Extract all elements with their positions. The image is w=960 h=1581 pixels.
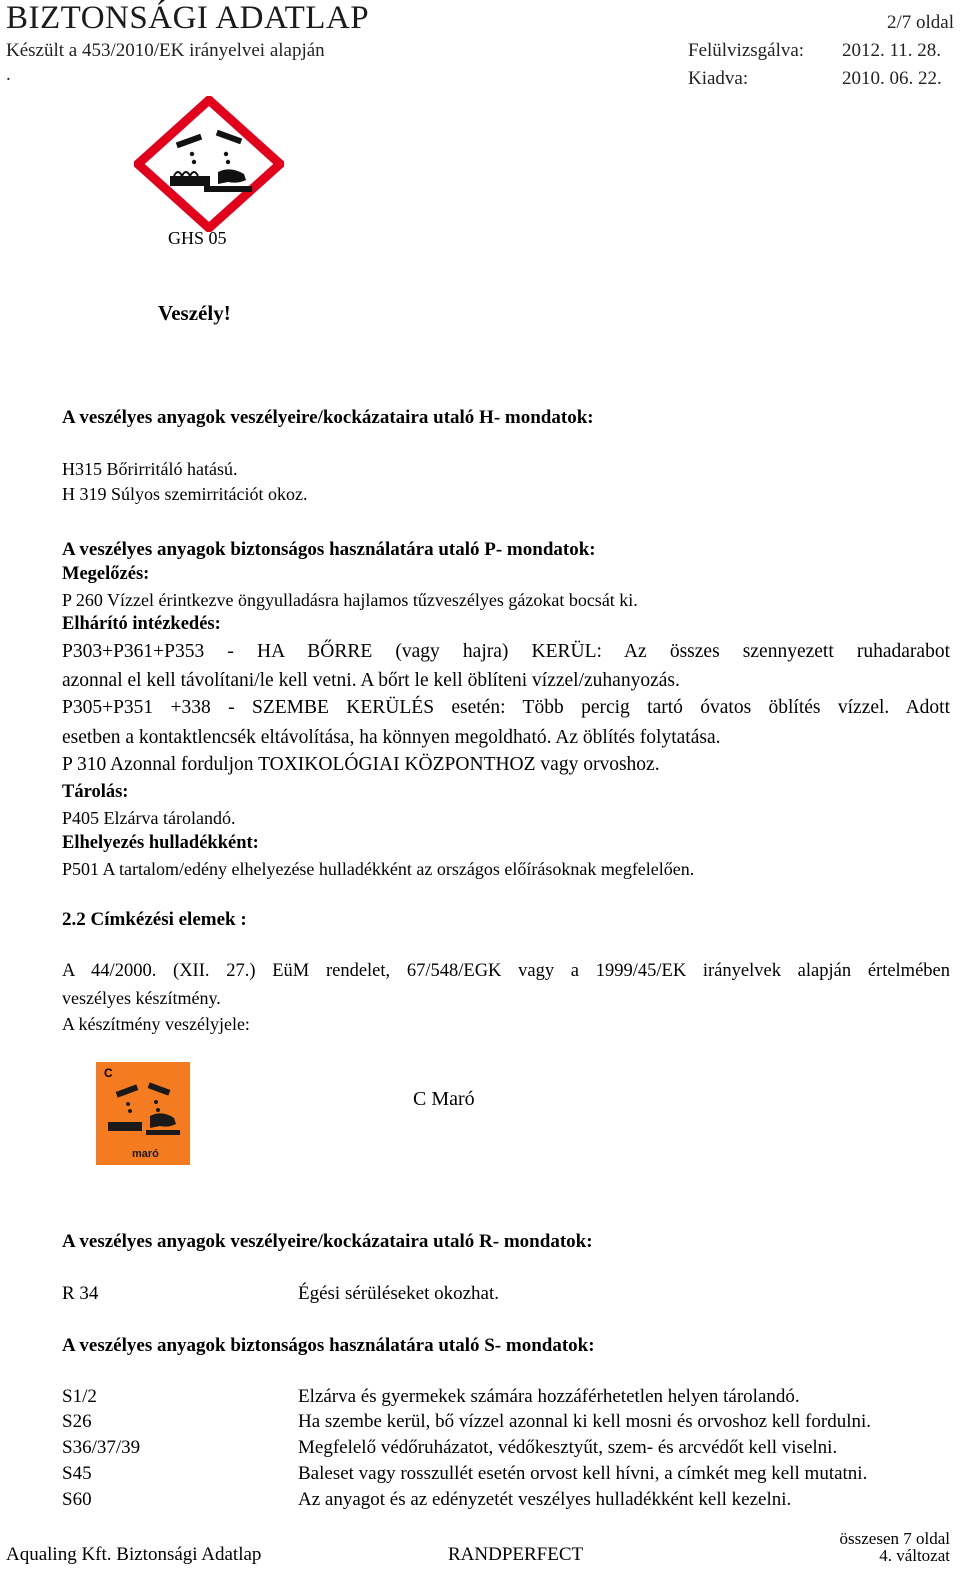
s-phrase-text: Az anyagot és az edényzetét veszélyes hulladékként kell kezelni. [298,1489,792,1510]
corrosive-orange-icon [96,1062,190,1165]
regulation-text-line: A 44/2000. (XII. 27.) EüM rendelet, 67/548/EGK vagy a 1999/45/EK irányelvek alapján értelmében [62,961,950,981]
storage-label: Tárolás: [62,782,129,802]
issued-label: Kiadva: [688,68,749,89]
h-statements-heading: A veszélyes anyagok veszélyeire/kockázataira utaló H- mondatok: [62,407,594,428]
prevention-text: P 260 Vízzel érintkezve öngyulladásra hajlamos tűzveszélyes gázokat bocsát ki. [62,590,638,610]
s-phrase-code: S1/2 [62,1386,97,1407]
document-title: BIZTONSÁGI ADATLAP [6,0,370,36]
symbol-intro: A készítmény veszélyjele: [62,1014,250,1034]
symbol-letter: C [104,1066,113,1080]
response-text-line: azonnal el kell távolítani/le kell vetni. A bőrt le kell öblíteni vízzel/zuhanyozás. [62,670,680,691]
h-statement: H 319 Súlyos szemirritációt okoz. [62,484,308,504]
storage-text: P405 Elzárva tárolandó. [62,808,236,828]
s-phrase-text: Elzárva és gyermekek számára hozzáférhetetlen helyen tárolandó. [298,1386,800,1407]
response-text-line: P303+P361+P353 - HA BŐRRE (vagy hajra) KERÜL: Az összes szennyezett ruhadarabot [62,641,950,662]
document-subtitle: Készült a 453/2010/EK irányelvei alapján [6,40,325,61]
page-number: 2/7 oldal [886,12,954,33]
s-phrases-heading: A veszélyes anyagok biztonságos használatára utaló S- mondatok: [62,1335,595,1356]
revision-date: 2012. 11. 28. [842,40,942,61]
labelling-heading: 2.2 Címkézési elemek : [62,909,247,930]
regulation-text-line: veszélyes készítmény. [62,988,221,1008]
response-label: Elhárító intézkedés: [62,614,221,634]
response-text-line: esetben a kontaktlencsék eltávolítása, ha könnyen megoldható. Az öblítés folytatása. [62,727,721,748]
s-phrase-code: S26 [62,1411,92,1432]
signal-word: Veszély! [158,301,231,325]
corrosion-pictogram-icon [102,1080,184,1140]
r-phrase-text: Égési sérüléseket okozhat. [298,1283,500,1304]
response-text-line: P305+P351 +338 - SZEMBE KERÜLÉS esetén: Több percig tartó óvatos öblítés vízzel. Adott [62,697,950,718]
total-pages: összesen 7 oldal [839,1529,950,1548]
footer-product: RANDPERFECT [448,1544,584,1565]
s-phrase-code: S45 [62,1463,92,1484]
ghs05-corrosion-icon [134,96,284,232]
s-phrase-code: S60 [62,1489,92,1510]
issued-date: 2010. 06. 22. [842,68,942,89]
s-phrase-text: Megfelelő védőruházatot, védőkesztyűt, szem- és arcvédőt kell viselni. [298,1437,838,1458]
footer-company: Aqualing Kft. Biztonsági Adatlap [6,1544,262,1565]
footer-version: 4. változat [879,1546,950,1565]
r-phrases-heading: A veszélyes anyagok veszélyeire/kockázataira utaló R- mondatok: [62,1231,593,1252]
response-text-line: P 310 Azonnal forduljon TOXIKOLÓGIAI KÖZPONTHOZ vagy orvoshoz. [62,754,660,775]
revision-label: Felülvizsgálva: [688,40,805,61]
disposal-label: Elhelyezés hulladékként: [62,833,259,853]
symbol-caption: C Maró [413,1088,475,1110]
disposal-text: P501 A tartalom/edény elhelyezése hulladékként az országos előírásoknak megfelelően. [62,859,695,879]
header-dot: . [6,64,11,85]
ghs-label: GHS 05 [168,228,227,248]
prevention-label: Megelőzés: [62,564,150,584]
p-statements-heading: A veszélyes anyagok biztonságos használatára utaló P- mondatok: [62,539,596,560]
s-phrase-code: S36/37/39 [62,1437,141,1458]
symbol-word: maró [132,1148,159,1160]
r-phrase-code: R 34 [62,1283,99,1304]
s-phrase-text: Baleset vagy rosszullét esetén orvost kell hívni, a címkét meg kell mutatni. [298,1463,868,1484]
h-statement: H315 Bőrirritáló hatású. [62,459,238,479]
s-phrase-text: Ha szembe kerül, bő vízzel azonnal ki kell mosni és orvoshoz kell fordulni. [298,1411,872,1432]
